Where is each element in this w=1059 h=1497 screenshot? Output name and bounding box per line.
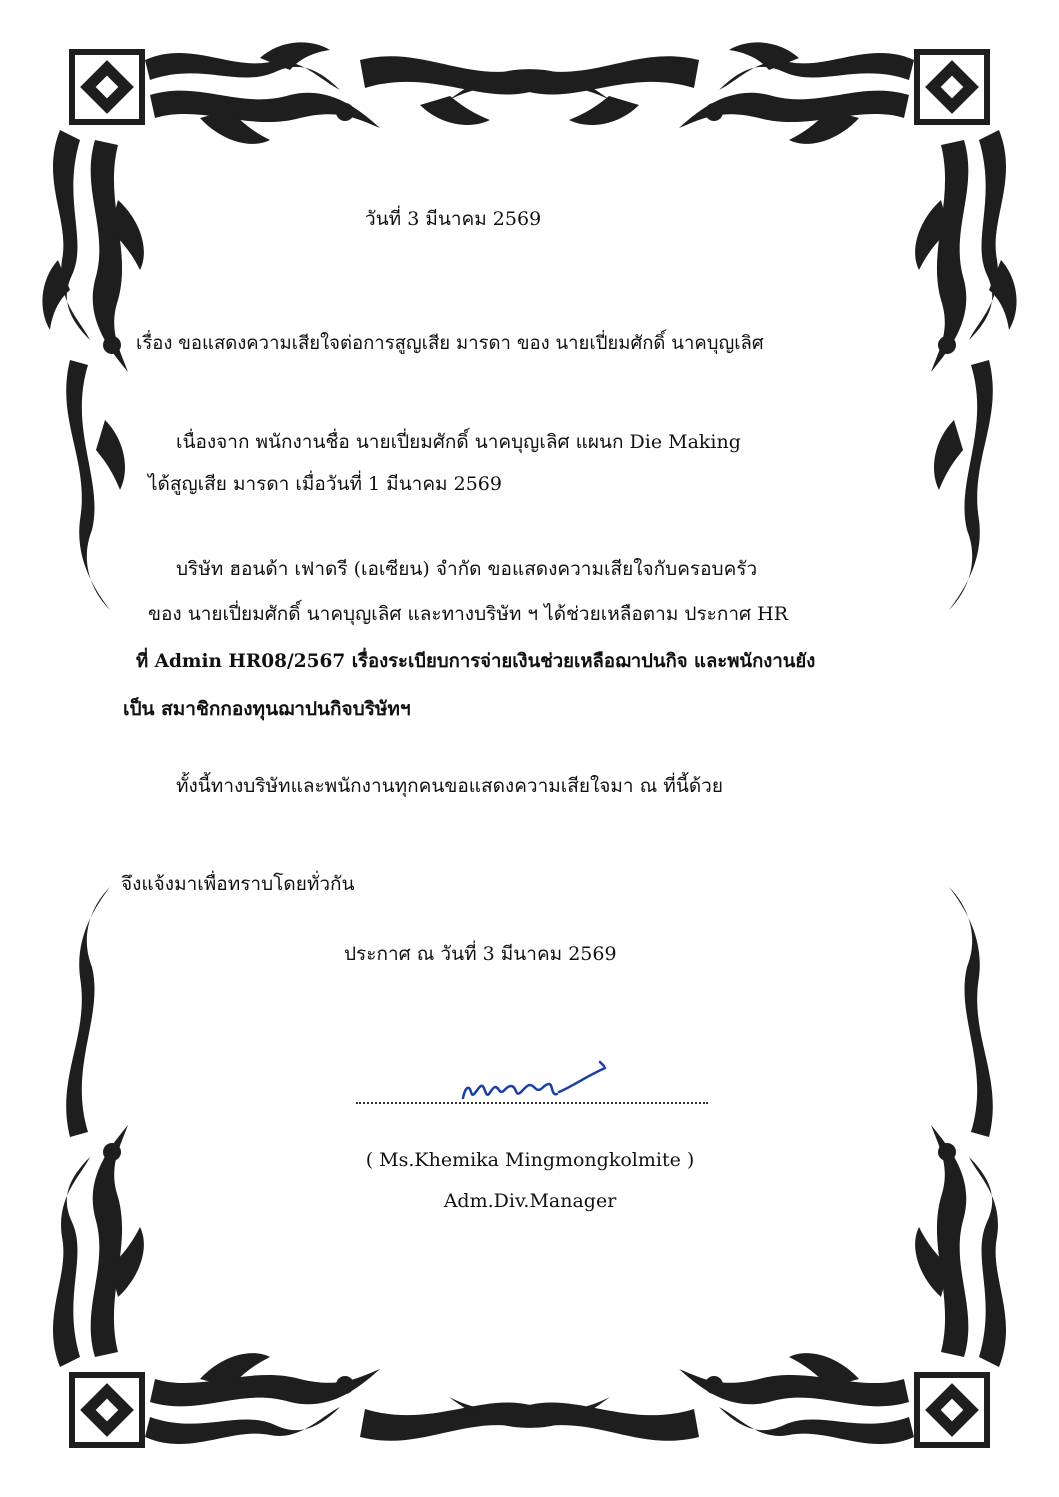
paragraph-2-line-3: ที่ Admin HR08/2567 เรื่องระเบียบการจ่ายเงินช่วยเหลือฌาปนกิจ และพนักงานยัง [136, 651, 816, 672]
paragraph-1-line-1: เนื่องจาก พนักงานชื่อ นายเปี่ยมศักดิ์ นาคบุญเลิศ แผนก Die Making [176, 431, 741, 453]
corner-ornament-top-left [42, 42, 610, 610]
signer-name: ( Ms.Khemika Mingmongkolmite ) [365, 1149, 695, 1171]
paragraph-2-line-4: เป็น สมาชิกกองทุนฌาปนกิจบริษัทฯ [123, 698, 411, 720]
closing-line: จึงแจ้งมาเพื่อทราบโดยทั่วกัน [121, 873, 355, 895]
corner-ornament-top-right [449, 42, 1017, 610]
paragraph-3: ทั้งนี้ทางบริษัทและพนักงานทุกคนขอแสดงความเสียใจมา ณ ที่นี้ด้วย [176, 775, 723, 797]
date-line: วันที่ 3 มีนาคม 2569 [365, 208, 542, 230]
signature-line [356, 1102, 708, 1104]
handwritten-signature [455, 1058, 615, 1108]
announcement-date-line: ประกาศ ณ วันที่ 3 มีนาคม 2569 [344, 943, 617, 965]
subject-line: เรื่อง ขอแสดงความเสียใจต่อการสูญเสีย มารดา ของ นายเปี่ยมศักดิ์ นาคบุญเลิศ [136, 333, 764, 354]
signer-position: Adm.Div.Manager [443, 1190, 617, 1212]
paragraph-2-line-2: ของ นายเปี่ยมศักดิ์ นาคบุญเลิศ และทางบริษัท ฯ ได้ช่วยเหลือตาม ประกาศ HR [148, 603, 788, 625]
paragraph-1-line-2: ได้สูญเสีย มารดา เมื่อวันที่ 1 มีนาคม 2569 [148, 473, 502, 495]
paragraph-2-line-1: บริษัท ฮอนด้า เฟาดรี (เอเซียน) จำกัด ขอแสดงความเสียใจกับครอบครัว [176, 558, 758, 580]
